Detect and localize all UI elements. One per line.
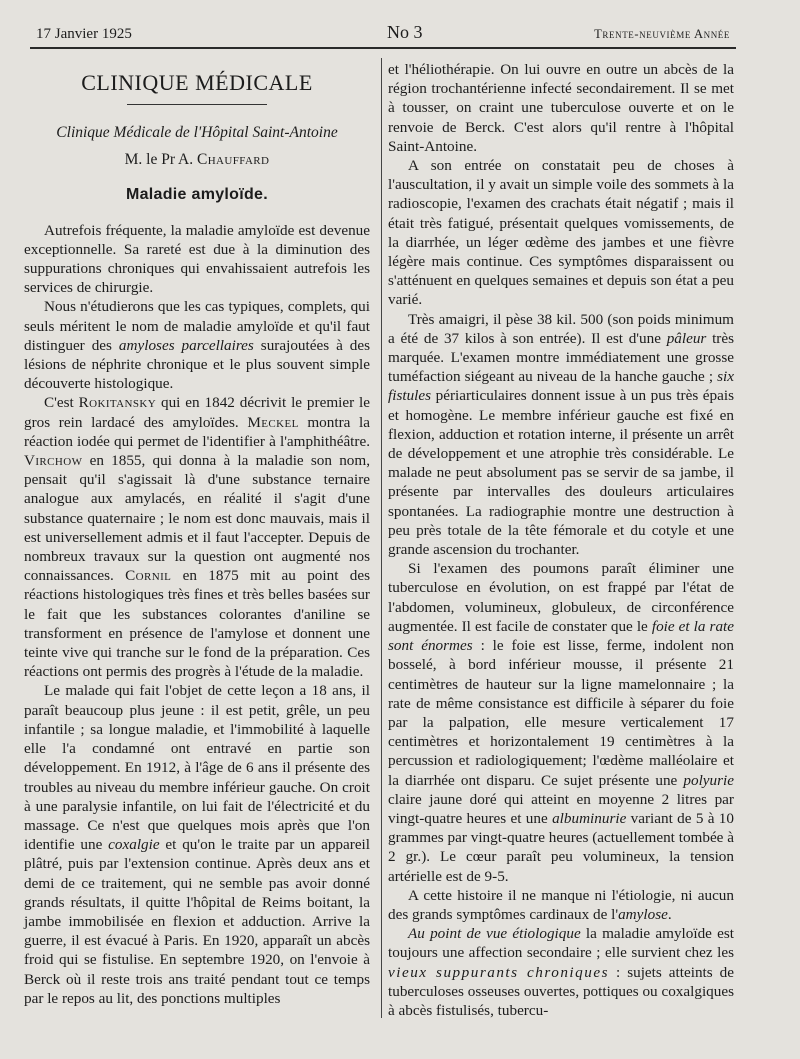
- paragraph: et l'héliothérapie. On lui ouvre en outre un abcès de la région trochantérienne infecté secondairement. Il se met à tousser, on craint une tuberculose ouverte et on le renvoie de Berck. C'est alors qu'il rentre à l'hôpital Saint-Antoine.: [388, 61, 734, 155]
- paragraph: C'est Rokitansky qui en 1842 décrivit le premier le gros rein lardacé des amyloïdes. Meckel montra la réaction iodée qui permet de l'identifier à l'amphithéâtre. Virchow en 1855, qui donna à la maladie son nom, pensait qu'il s'agissait là d'une substance ternaire analogue aux amylacés, en réalité il s'agit d'une substance quaternaire ; le nom est donc mauvais, mais il est universellement admis et il faut l'accepter. Depuis de nombreux travaux sur la question ont augmenté nos connaissances. Cornil en 1875 mit au point des réactions histologiques très fines et très belles basées sur le fait que les substances colorantes d'aniline se transforment en présence de l'amylose et donnent une teinte vive qui tranche sur le fond de la préparation. Ces réactions ont permis des progrès à l'étude de la maladie.: [24, 394, 371, 681]
- article-subtitle: Clinique Médicale de l'Hôpital Saint-Antoine: [56, 124, 338, 141]
- page-header: [30, 24, 730, 46]
- author-prefix: M. le Pr A.: [124, 151, 194, 169]
- issue-number: No 3: [387, 22, 423, 42]
- volume-year: Trente-neuvième Année: [594, 27, 730, 41]
- section-title: CLINIQUE MÉDICALE: [81, 70, 313, 95]
- paragraph: Au point de vue étiologique la maladie amyloïde est toujours une affection secondaire ; elle survient chez les vieux suppurants chroniques : sujets atteints de tuberculoses osseuses ouvertes, pottiques ou coxalgiques à abcès fistulisés, tubercu-: [388, 925, 734, 1019]
- author-name: Chauffard: [196, 151, 270, 169]
- header-rule: [30, 47, 736, 49]
- issue-date: 17 Janvier 1925: [36, 26, 132, 42]
- left-column: [24, 60, 370, 1008]
- article-topic: Maladie amyloïde.: [125, 186, 269, 204]
- paragraph: Très amaigri, il pèse 38 kil. 500 (son poids minimum a été de 37 kilos à son entrée). Il est d'une pâleur très marquée. L'examen montre immédiatement une grosse tuméfaction siégeant au niveau de la hanche gauche ; six fistules périarticulaires donnent issue à un pus très épais et homogène. Le membre inférieur gauche est fixé en flexion, adduction et rotation interne, il présente un arrêt de développement et une atrophie très considérable. Le malade ne peut absolument pas se servir de sa jambe, il présente par intervalles des douleurs articulaires spontanées. La radiographie montre une destruction à peu près totale de la tête fémorale et du cotyle et une grande ascension du trochanter.: [388, 310, 735, 559]
- paragraph: A son entrée on constatait peu de choses à l'auscultation, il y avait un simple voile des sommets à la radioscopie, l'examen des crachats était négatif ; mais il était très fatigué, présentait quelques vomissements, de la diarrhée, un léger œdème des jambes et une fièvre légère mais continue. Ces symptômes disparaissent ou s'atténuent en quelques semaines et depuis son état a peu varié.: [388, 157, 734, 309]
- article-author: [24, 150, 370, 169]
- column-divider: [381, 58, 382, 1018]
- paragraph: A cette histoire il ne manque ni l'étiologie, ni aucun des grands symptômes cardinaux de l'amylose.: [388, 886, 734, 923]
- title-rule: [127, 104, 267, 105]
- paragraph: Nous n'étudierons que les cas typiques, complets, qui seuls méritent le nom de maladie amyloïde et qu'il faut distinguer des amyloses parcellaires surajoutées à des lésions de néphrite chronique et le plus souvent simple découverte histologique.: [24, 298, 371, 393]
- paragraph: Le malade qui fait l'objet de cette leçon a 18 ans, il paraît beaucoup plus jeune : il est petit, grêle, un peu infantile ; sa longue maladie, et l'immobilité à laquelle elle l'a condamné ont entravé en partie son développement. En 1912, à l'âge de 6 ans il présente des troubles au niveau du membre inférieur gauche. On croit à une paralysie infantile, on lui fait de l'électricité et du massage. Ce n'est que quelques mois après que l'on identifie une coxalgie et qu'on le traite par un appareil plâtré, puis par l'extension continue. Après deux ans et demi de ce traitement, qui ne semble pas avoir donné grands résultats, il quitte l'hôpital de Reims boitant, la jambe immobilisée en flexion et adduction. Arrive la guerre, il est évacué à Paris. En 1920, apparaît un abcès froid qui se fistulise. En septembre 1920, on l'envoie à Berck où il reste trois ans traité pendant tout ce temps par le repos au lit, des ponctions multiples: [24, 682, 370, 1007]
- paragraph: Autrefois fréquente, la maladie amyloïde est devenue exceptionnelle. Sa rareté est due à la diminution des suppurations chroniques qui envahissaient autrefois les services de chirurgie.: [24, 221, 370, 297]
- paragraph: Si l'examen des poumons paraît éliminer une tuberculose en évolution, on est frappé par l'état de l'abdomen, volumineux, globuleux, de circonférence augmentée. Il est facile de constater que le foie et la rate sont énormes : le foie est lisse, ferme, indolent non bosselé, à bord inférieur mousse, il présente 21 centimètres de hauteur sur la ligne mamelonnaire ; la rate de même consistance est difficile à séparer du foie par la palpation, elle mesure verticalement 17 centimètres et horizontalement 19 centimètres à la percussion et radiologiquement; l'œdème malléolaire et la diarrhée ont disparu. Ce sujet présente une polyurie claire jaune doré qui atteint en moyenne 2 litres par vingt-quatre heures et une albuminurie variant de 5 à 10 grammes par vingt-quatre heures (actuellement tombée à 2 gr.). Le cœur paraît peu volumineux, la tension artérielle est de 9-5.: [388, 560, 735, 885]
- right-column: [388, 60, 734, 1020]
